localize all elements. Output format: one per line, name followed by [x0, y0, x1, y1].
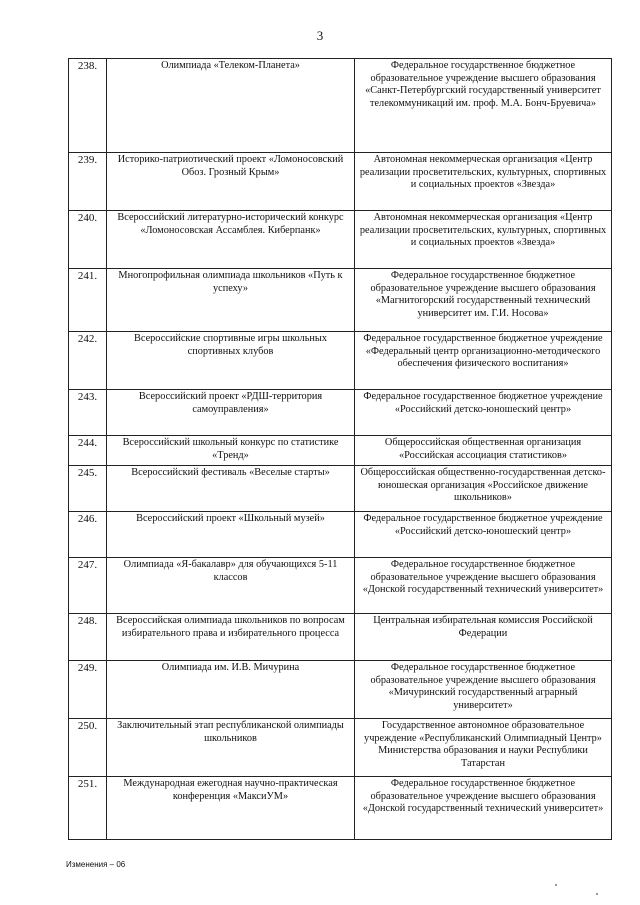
event-name: Многопрофильная олимпиада школьников «Путь к успеху»: [107, 269, 355, 332]
organizer-name: Автономная некоммерческая организация «Центр реализации просветительских, культурных, спортивных и социальных проектов «Звезда»: [355, 153, 612, 211]
table-row: [69, 466, 612, 512]
organizer-name: Федеральное государственное бюджетное образовательное учреждение высшего образования «Магнитогорский государственный технический университет им. Г.И. Носова»: [355, 269, 612, 332]
table-row: [69, 719, 612, 777]
row-number: 245.: [69, 466, 107, 512]
table-row: [69, 59, 612, 153]
scan-speck: [596, 893, 598, 895]
event-name: Всероссийские спортивные игры школьных спортивных клубов: [107, 332, 355, 390]
table-row: [69, 614, 612, 661]
row-number: 238.: [69, 59, 107, 153]
organizer-name: Общероссийская общественная организация «Российская ассоциация статистиков»: [355, 436, 612, 466]
event-name: Всероссийский проект «РДШ-территория самоуправления»: [107, 390, 355, 436]
footer-revision: Изменения – 06: [66, 860, 126, 869]
table-row: [69, 269, 612, 332]
table-row: [69, 777, 612, 840]
table-row: [69, 512, 612, 558]
table-row: [69, 390, 612, 436]
organizer-name: Федеральное государственное бюджетное образовательное учреждение высшего образования «Донской государственный технический университет»: [355, 558, 612, 614]
organizer-name: Федеральное государственное бюджетное учреждение «Российский детско-юношеский центр»: [355, 512, 612, 558]
row-number: 246.: [69, 512, 107, 558]
organizer-name: Федеральное государственное бюджетное образовательное учреждение высшего образования «Мичуринский государственный аграрный университет»: [355, 661, 612, 719]
organizer-name: Общероссийская общественно-государственная детско-юношеская организация «Российское движение школьников»: [355, 466, 612, 512]
row-number: 247.: [69, 558, 107, 614]
table-row: [69, 558, 612, 614]
event-name: Олимпиада «Я-бакалавр» для обучающихся 5-11 классов: [107, 558, 355, 614]
event-name: Всероссийский проект «Школьный музей»: [107, 512, 355, 558]
organizer-name: Центральная избирательная комиссия Российской Федерации: [355, 614, 612, 661]
row-number: 240.: [69, 211, 107, 269]
event-name: Международная ежегодная научно-практическая конференция «МаксиУМ»: [107, 777, 355, 840]
olympiad-table: [68, 58, 612, 840]
row-number: 243.: [69, 390, 107, 436]
scan-speck: [555, 884, 557, 886]
organizer-name: Автономная некоммерческая организация «Центр реализации просветительских, культурных, спортивных и социальных проектов «Звезда»: [355, 211, 612, 269]
organizer-name: Федеральное государственное бюджетное учреждение «Российский детско-юношеский центр»: [355, 390, 612, 436]
row-number: 251.: [69, 777, 107, 840]
table-row: [69, 211, 612, 269]
event-name: Историко-патриотический проект «Ломоносовский Обоз. Грозный Крым»: [107, 153, 355, 211]
row-number: 242.: [69, 332, 107, 390]
table-row: [69, 332, 612, 390]
row-number: 250.: [69, 719, 107, 777]
row-number: 249.: [69, 661, 107, 719]
organizer-name: Федеральное государственное бюджетное учреждение «Федеральный центр организационно-методического обеспечения физического воспитания»: [355, 332, 612, 390]
table-row: [69, 153, 612, 211]
event-name: Всероссийский фестиваль «Веселые старты»: [107, 466, 355, 512]
event-name: Олимпиада им. И.В. Мичурина: [107, 661, 355, 719]
row-number: 248.: [69, 614, 107, 661]
table-row: [69, 661, 612, 719]
organizer-name: Государственное автономное образовательное учреждение «Республиканский Олимпиадный Центр» Министерства образования и науки Республики Татарстан: [355, 719, 612, 777]
row-number: 241.: [69, 269, 107, 332]
page-number: 3: [316, 28, 324, 43]
organizer-name: Федеральное государственное бюджетное образовательное учреждение высшего образования «Донской государственный технический университет»: [355, 777, 612, 840]
row-number: 239.: [69, 153, 107, 211]
event-name: Олимпиада «Телеком-Планета»: [107, 59, 355, 153]
event-name: Заключительный этап республиканской олимпиады школьников: [107, 719, 355, 777]
event-name: Всероссийский школьный конкурс по статистике «Тренд»: [107, 436, 355, 466]
row-number: 244.: [69, 436, 107, 466]
table-row: [69, 436, 612, 466]
event-name: Всероссийский литературно-исторический конкурс «Ломоносовская Ассамблея. Киберпанк»: [107, 211, 355, 269]
event-name: Всероссийская олимпиада школьников по вопросам избирательного права и избирательного процесса: [107, 614, 355, 661]
organizer-name: Федеральное государственное бюджетное образовательное учреждение высшего образования «Санкт-Петербургский государственный университет телекоммуникаций им. проф. М.А. Бонч-Бруевича»: [355, 59, 612, 153]
